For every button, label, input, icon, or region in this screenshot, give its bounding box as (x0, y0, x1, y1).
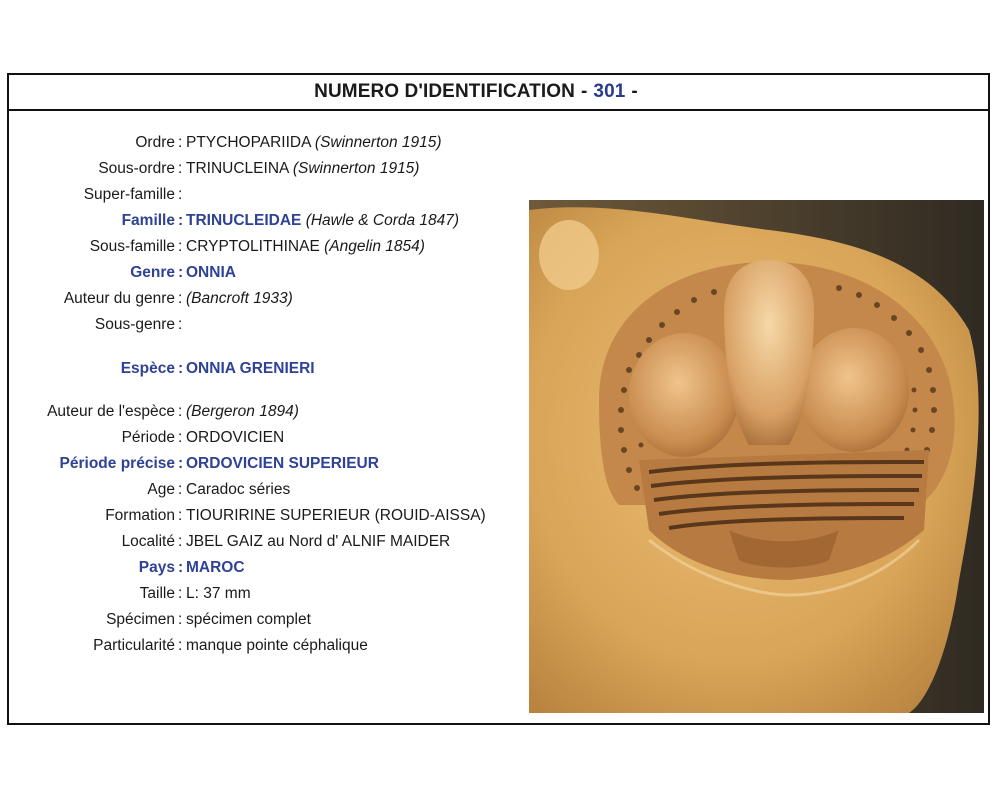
field-value-group (186, 287, 293, 311)
field-author: (Bancroft 1933) (186, 290, 293, 307)
field-separator: : (178, 611, 183, 628)
field-label: Spécimen (106, 611, 175, 628)
field-value-group (186, 504, 486, 528)
field-value: TRINUCLEINA (186, 160, 289, 177)
field-author: (Angelin 1854) (324, 238, 425, 255)
field-row (9, 131, 539, 155)
field-label: Sous-genre (94, 316, 175, 333)
field-value-group (186, 452, 379, 476)
field-row (9, 530, 539, 554)
field-value-group (186, 261, 236, 285)
field-label: Taille (139, 585, 175, 602)
field-value: JBEL GAIZ au Nord d' ALNIF MAIDER (186, 533, 451, 550)
field-value-group (186, 634, 368, 658)
field-separator: : (178, 637, 183, 654)
field-separator: : (178, 533, 183, 550)
field-separator: : (178, 585, 183, 602)
field-label: Famille (121, 212, 175, 229)
field-value: spécimen complet (186, 611, 311, 628)
field-author: (Swinnerton 1915) (314, 134, 442, 151)
field-value-group (186, 608, 311, 632)
field-value-group (186, 530, 450, 554)
field-row (9, 478, 539, 502)
field-value: TRINUCLEIDAE (186, 212, 302, 229)
field-label: Localité (121, 533, 175, 550)
field-value: PTYCHOPARIIDA (186, 134, 311, 151)
field-row (9, 357, 539, 381)
field-author: (Hawle & Corda 1847) (305, 212, 460, 229)
field-label: Auteur de l'espèce (47, 403, 175, 420)
field-label: Période précise (59, 455, 175, 472)
field-row (9, 157, 539, 181)
field-row (9, 452, 539, 476)
field-value: ONNIA GRENIERI (186, 360, 315, 377)
field-value: ONNIA (186, 264, 236, 281)
field-value: ORDOVICIEN (186, 429, 285, 446)
field-value-group (186, 209, 459, 233)
field-value-group (186, 400, 299, 424)
field-label: Sous-ordre (98, 160, 175, 177)
fossil-image-svg (529, 200, 984, 713)
field-row (9, 183, 539, 207)
field-value: ORDOVICIEN SUPERIEUR (186, 455, 379, 472)
field-separator: : (178, 316, 183, 333)
field-separator: : (178, 429, 183, 446)
field-value-group (186, 357, 315, 381)
field-separator: : (178, 212, 184, 229)
field-separator: : (178, 238, 183, 255)
field-label: Ordre (135, 134, 175, 151)
field-row (9, 582, 539, 606)
field-label: Particularité (93, 637, 175, 654)
field-author: (Bergeron 1894) (186, 403, 299, 420)
field-separator: : (178, 160, 183, 177)
field-row (9, 235, 539, 259)
field-separator: : (178, 455, 184, 472)
field-label: Espèce (120, 360, 175, 377)
field-separator: : (178, 290, 183, 307)
field-value-group (186, 582, 251, 606)
field-value: L: 37 mm (186, 585, 251, 602)
field-value-group (186, 556, 245, 580)
field-row (9, 608, 539, 632)
trilobite-fossil-photo (529, 200, 984, 713)
field-separator: : (178, 481, 183, 498)
field-label: Sous-famille (89, 238, 175, 255)
field-label: Période (121, 429, 175, 446)
field-value-group (186, 426, 284, 450)
field-separator: : (178, 403, 183, 420)
field-separator: : (178, 559, 184, 576)
field-row (9, 634, 539, 658)
field-value-group (186, 157, 419, 181)
field-row (9, 313, 539, 337)
header-dash-2: - (631, 81, 638, 102)
field-row (9, 209, 539, 233)
header-dash-1: - (580, 81, 588, 102)
field-value-group (186, 131, 442, 155)
field-row (9, 400, 539, 424)
field-separator: : (178, 360, 184, 377)
field-label: Super-famille (83, 186, 175, 203)
card-header (9, 75, 988, 111)
field-label: Genre (130, 264, 175, 281)
field-row (9, 556, 539, 580)
field-row (9, 504, 539, 528)
field-separator: : (178, 264, 184, 281)
field-row (9, 287, 539, 311)
field-author: (Swinnerton 1915) (292, 160, 420, 177)
field-value-group (186, 235, 425, 259)
field-separator: : (178, 134, 183, 151)
field-value: CRYPTOLITHINAE (186, 238, 320, 255)
field-value: TIOURIRINE SUPERIEUR (ROUID-AISSA) (186, 507, 486, 524)
field-separator: : (178, 507, 183, 524)
field-label: Age (147, 481, 175, 498)
field-separator: : (178, 186, 183, 203)
field-label: Formation (105, 507, 175, 524)
identification-number: 301 (593, 81, 626, 102)
field-row (9, 261, 539, 285)
field-value: MAROC (186, 559, 245, 576)
header-title: NUMERO D'IDENTIFICATION (314, 81, 575, 102)
field-label: Auteur du genre (63, 290, 175, 307)
field-value-group (186, 478, 290, 502)
field-value: Caradoc séries (186, 481, 291, 498)
identification-card (7, 73, 990, 725)
field-value: manque pointe céphalique (186, 637, 368, 654)
field-row (9, 426, 539, 450)
field-label: Pays (138, 559, 175, 576)
